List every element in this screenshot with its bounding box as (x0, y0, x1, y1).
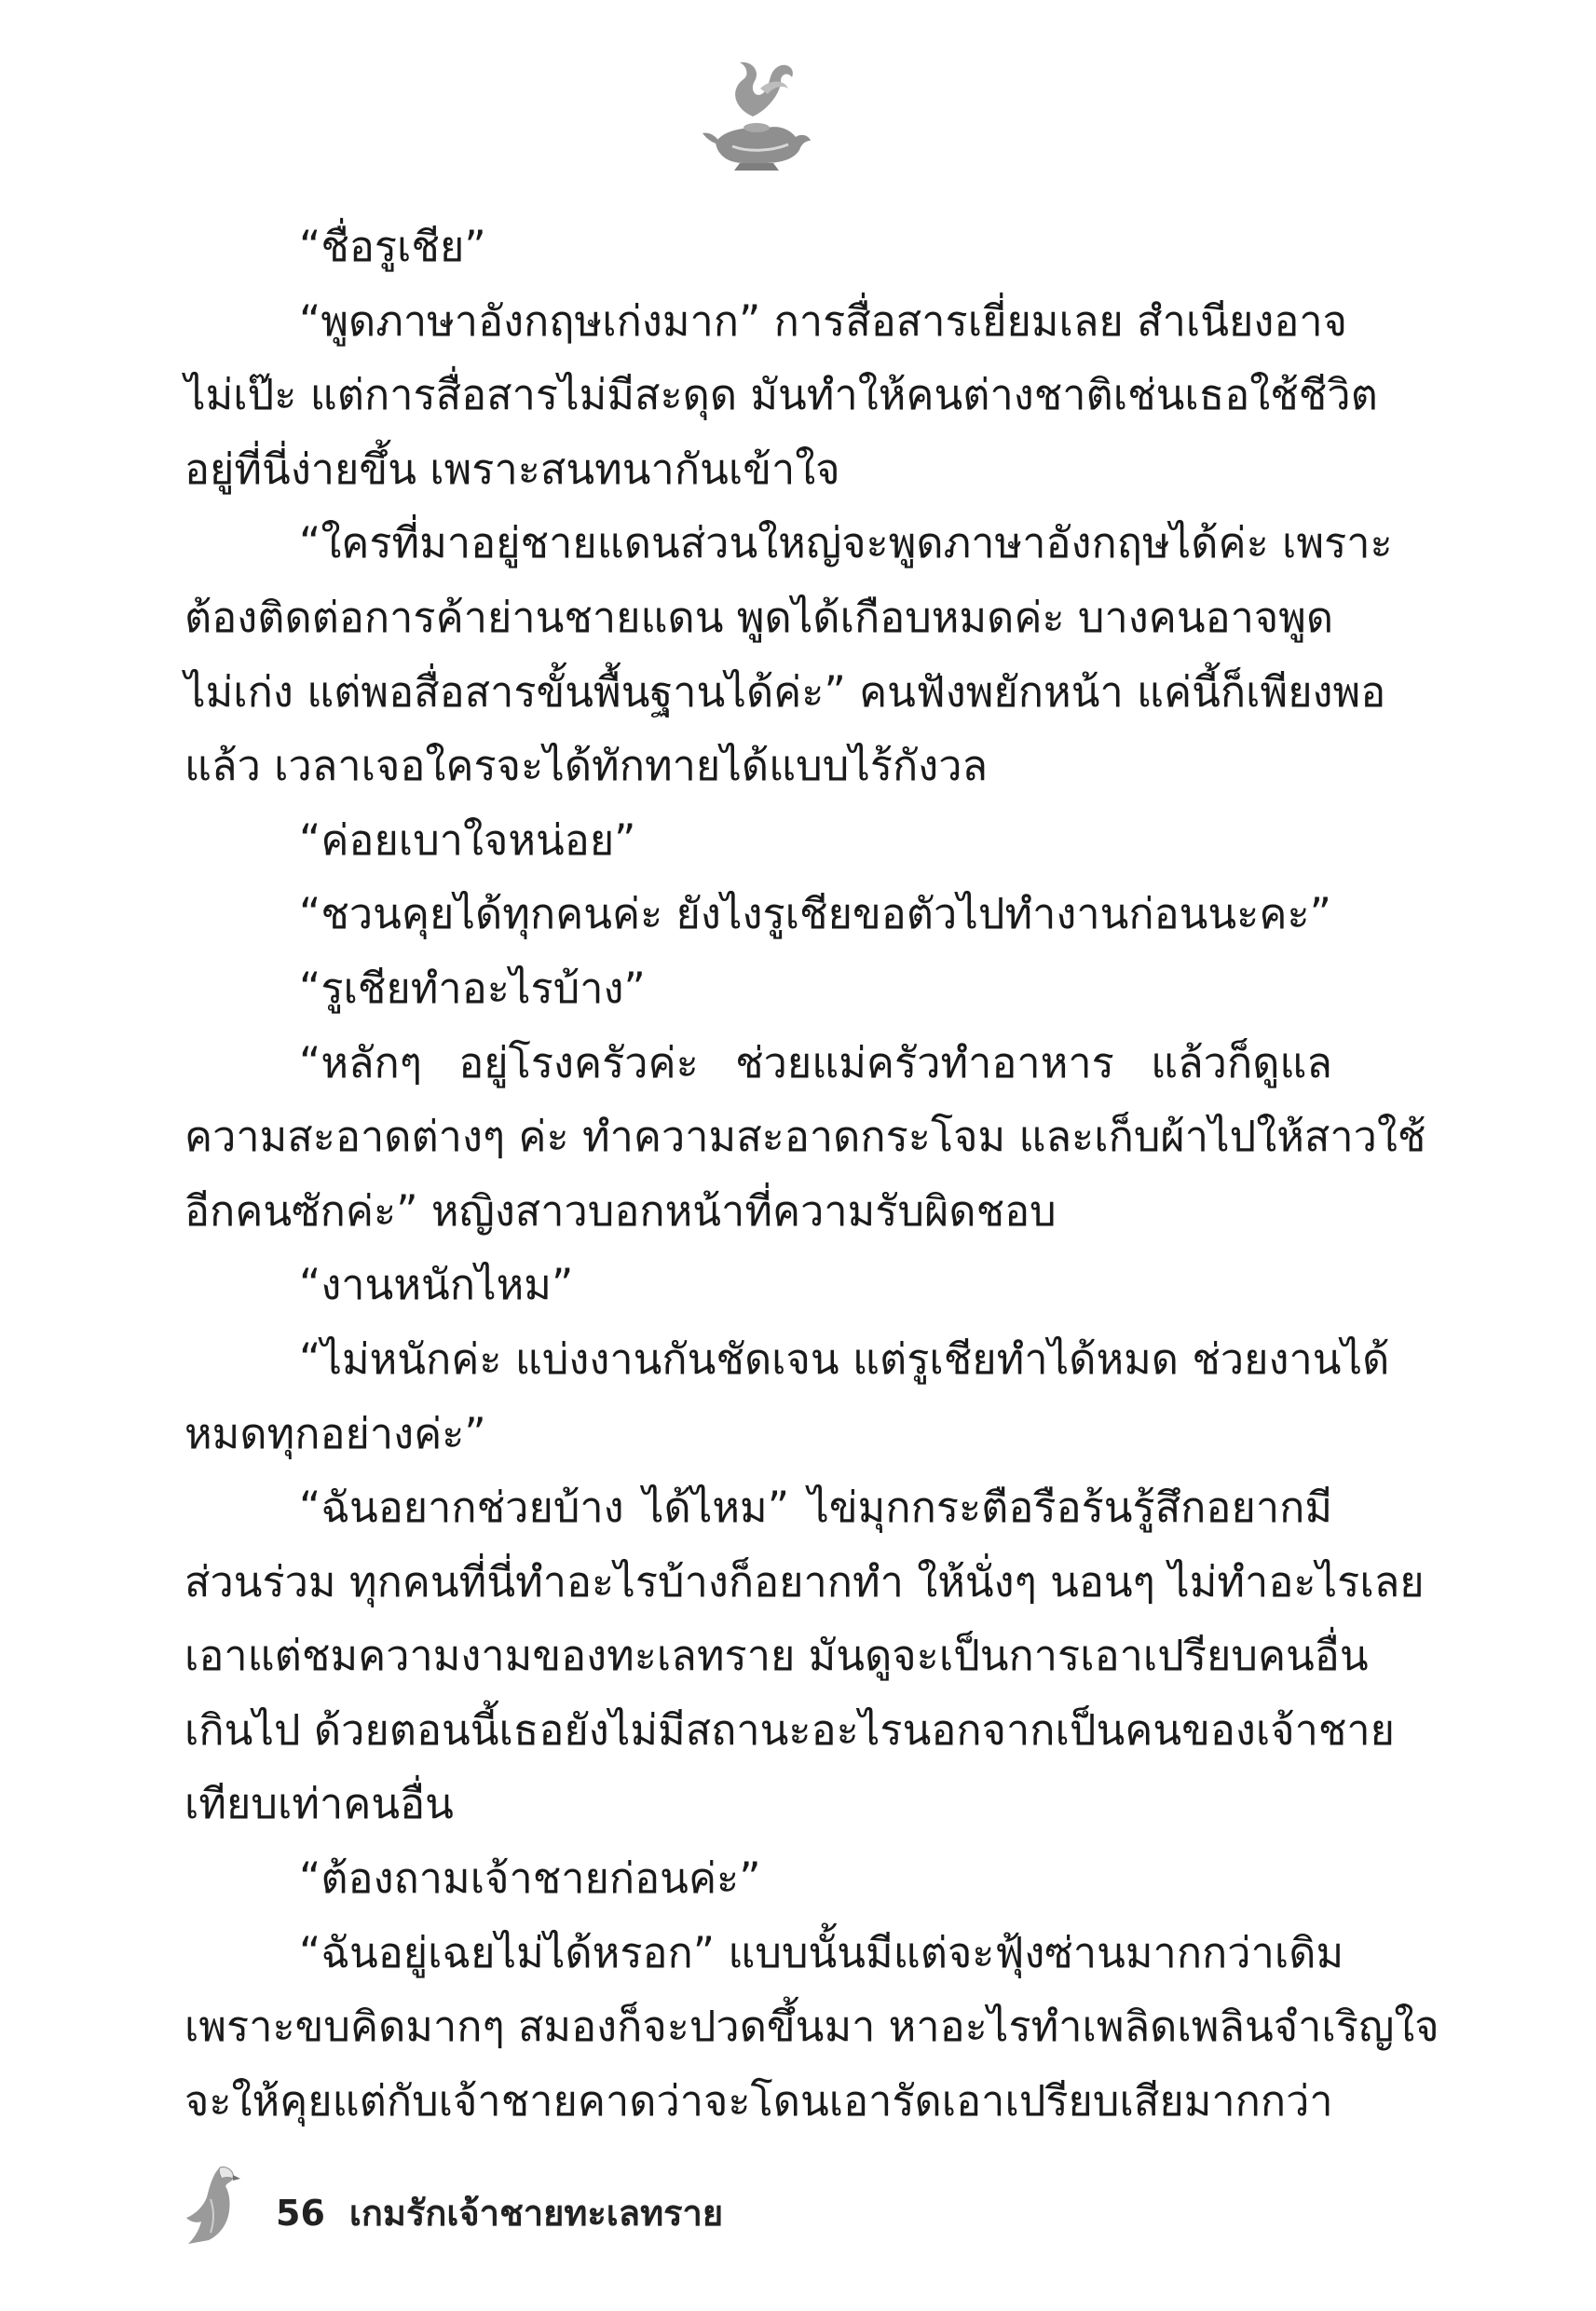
text-line (184, 655, 1386, 730)
text-line-content: แล้ว เวลาเจอใครจะได้ทักทายได้แบบไร้กังวล (184, 741, 989, 791)
text-line (184, 1545, 1425, 1620)
text-line-content: “ต้องถามเจ้าชายก่อนค่ะ” (299, 1853, 761, 1904)
text-line-content: “ชื่อรูเชีย” (299, 222, 486, 271)
text-line (184, 1916, 1344, 1990)
text-line (184, 803, 1332, 878)
text-line-content: เกินไป ด้วยตอนนี้เธอยังไม่มีสถานะอะไรนอกจากเป็นคนของเจ้าชาย (184, 1704, 1396, 1755)
text-line-content: “ชวนคุยได้ทุกคนค่ะ ยังไงรูเชียขอตัวไปทำงานก่อนนะคะ” (299, 889, 1331, 939)
text-line-content: เทียบเท่าคนอื่น (184, 1779, 454, 1829)
text-line-content: “ใครที่มาอยู่ชายแดนส่วนใหญ่จะพูดภาษาอังกฤษได้ค่ะ เพราะ (299, 518, 1393, 568)
text-line-content: “พูดภาษาอังกฤษเก่งมาก” การสื่อสารเยี่ยมเลย สำเนียงอาจ (299, 295, 1347, 346)
text-line (184, 358, 1378, 432)
text-line-content: หมดทุกอย่างค่ะ” (184, 1408, 486, 1458)
text-line (184, 877, 1332, 951)
text-line-content: ไม่เก่ง แต่พอสื่อสารขั้นพื้นฐานได้ค่ะ” คนฟังพยักหน้า แค่นี้ก็เพียงพอ (184, 666, 1386, 717)
text-line-content: ส่วนร่วม ทุกคนที่นี่ทำอะไรบ้างก็อยากทำ ให้นั่งๆ นอนๆ ไม่ทำอะไรเลย (184, 1556, 1425, 1607)
text-line-content: “ฉันอยู่เฉยไม่ได้หรอก” แบบนั้นมีแต่จะฟุ้งซ่านมากกว่าเดิม (299, 1927, 1344, 1977)
text-line (184, 1026, 1332, 1101)
text-line (184, 951, 1332, 1026)
running-footer (276, 2184, 723, 2241)
text-line (184, 1470, 1332, 1545)
page-footer (183, 2162, 835, 2246)
text-line-content: ไม่เป๊ะ แต่การสื่อสารไม่มีสะดุด มันทำให้คนต่างชาติเช่นเธอใช้ชีวิต (184, 370, 1378, 420)
text-line (184, 1174, 1332, 1249)
text-line (184, 1100, 1426, 1174)
text-line-content: จะให้คุยแต่กับเจ้าชายคาดว่าจะโดนเอารัดเอาเปรียบเสียมากกว่า (184, 2075, 1333, 2126)
text-line-content: “ไม่หนักค่ะ แบ่งงานกันชัดเจน แต่รูเชียทำได้หมด ช่วยงานได้ (299, 1333, 1390, 1384)
text-line (184, 1767, 1332, 1841)
text-line-content: เพราะขบคิดมากๆ สมองก็จะปวดขึ้นมา หาอะไรทำเพลิดเพลินจำเริญใจ (184, 2002, 1439, 2052)
text-line (184, 581, 1332, 655)
text-line-content: “ฉันอยากช่วยบ้าง ได้ไหม” ไข่มุกกระตือรือร้นรู้สึกอยากมี (299, 1483, 1332, 1533)
text-line-content: ความสะอาดต่างๆ ค่ะ ทำความสะอาดกระโจม และเก็บผ้าไปให้สาวใช้ (184, 1112, 1426, 1162)
text-line (184, 1619, 1369, 1693)
text-line-content: “งานหนักไหม” (299, 1260, 574, 1310)
text-line-content: ต้องติดต่อการค้าย่านชายแดน พูดได้เกือบหมดค่ะ บางคนอาจพูด (184, 592, 1334, 642)
text-line-content: เอาแต่ชมความงามของทะเลทราย มันดูจะเป็นการเอาเปรียบคนอื่น (184, 1631, 1369, 1681)
text-line-content: อยู่ที่นี่ง่ายขึ้น เพราะสนทนากันเข้าใจ (184, 444, 840, 494)
text-line-content: อีกคนซักค่ะ” หญิงสาวบอกหน้าที่ความรับผิดชอบ (184, 1185, 1057, 1236)
text-line-content: “รูเชียทำอะไรบ้าง” (299, 963, 646, 1013)
page-body (184, 210, 1439, 2138)
text-line-content: “ค่อยเบาใจหน่อย” (299, 814, 636, 865)
text-line (184, 1990, 1439, 2064)
text-line-content: “หลักๆ อยู่โรงครัวค่ะ ช่วยแม่ครัวทำอาหาร แล้วก็ดูแล (299, 1037, 1332, 1087)
text-line (184, 729, 1332, 803)
text-line (184, 1693, 1396, 1768)
book-title: เกมรักเจ้าชายทะเลทราย (348, 2193, 724, 2234)
text-line (184, 506, 1393, 581)
text-line (184, 1841, 1332, 1916)
text-line (184, 2064, 1332, 2139)
genie-lamp-icon (695, 51, 816, 177)
text-line (184, 284, 1347, 359)
page-number: 56 (276, 2193, 325, 2234)
text-line (184, 210, 1332, 284)
text-line (184, 1248, 1332, 1322)
eagle-icon (183, 2162, 242, 2246)
text-line (184, 1322, 1390, 1397)
text-line (184, 432, 1332, 507)
text-line (184, 1397, 1332, 1471)
